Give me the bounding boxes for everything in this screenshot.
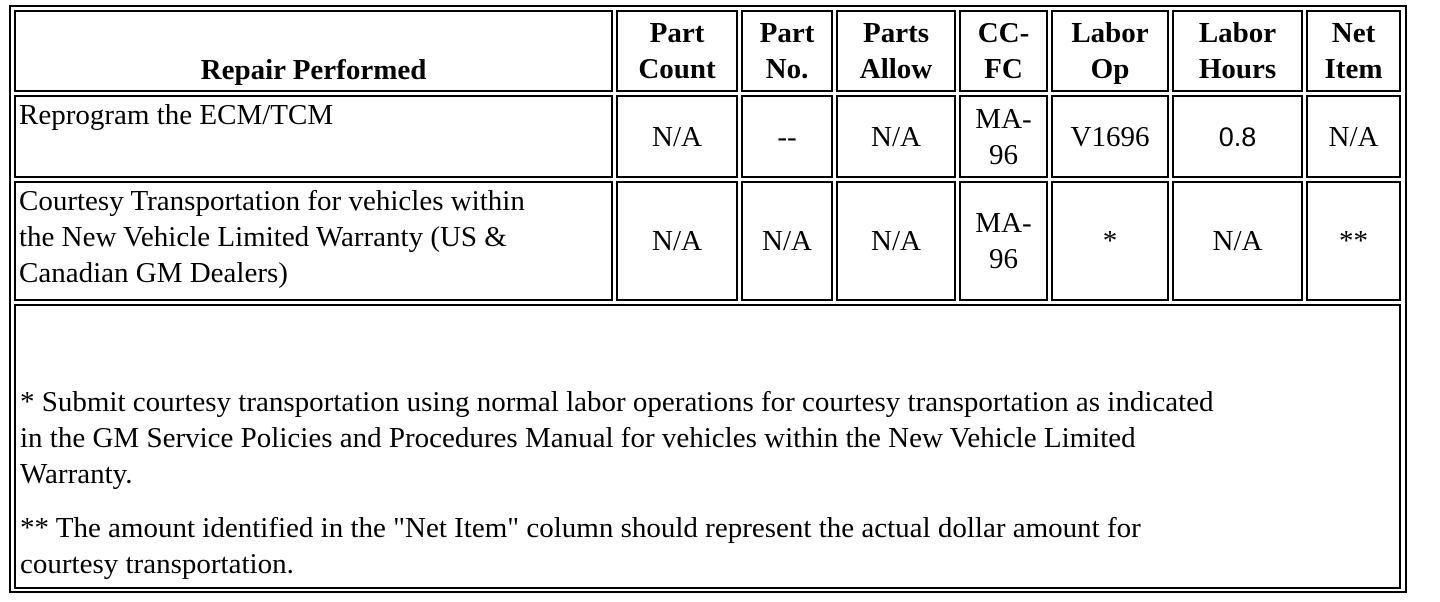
header-labor-op: Labor Op (1051, 10, 1169, 92)
header-parts-allow: Parts Allow (836, 10, 956, 92)
header-cc-fc: CC- FC (959, 10, 1048, 92)
row2-labor-op: * (1051, 181, 1169, 301)
row2-repair: Courtesy Transportation for vehicles within the New Vehicle Limited Warranty (US & Canadian GM Dealers) (14, 181, 613, 301)
note-labor-op: * Submit courtesy transportation using normal labor operations for courtesy transportation as indicated in the GM Service Policies and Procedures Manual for vehicles within the New Vehicle Limited Warranty. (20, 386, 1214, 490)
row1-net-item: N/A (1306, 95, 1401, 178)
row1-repair: Reprogram the ECM/TCM (14, 95, 613, 178)
header-labor-hours: Labor Hours (1172, 10, 1303, 92)
row2-parts-allow: N/A (836, 181, 956, 301)
row1-cc-fc: MA- 96 (959, 95, 1048, 178)
row1-part-no: -- (741, 95, 833, 178)
row1-part-count: N/A (616, 95, 738, 178)
header-part-count: Part Count (616, 10, 738, 92)
row2-net-item: ** (1306, 181, 1401, 301)
row1-parts-allow: N/A (836, 95, 956, 178)
row2-part-no: N/A (741, 181, 833, 301)
note-net-item: ** The amount identified in the "Net Item" column should represent the actual dollar amount for courtesy transportation. (20, 512, 1141, 580)
row2-cc-fc: MA- 96 (959, 181, 1048, 301)
row2-part-count: N/A (616, 181, 738, 301)
header-part-no: Part No. (741, 10, 833, 92)
row1-labor-hours: 0.8 (1172, 95, 1303, 178)
header-net-item: Net Item (1306, 10, 1401, 92)
row2-labor-hours: N/A (1172, 181, 1303, 301)
notes-cell (14, 304, 1401, 589)
row1-labor-op: V1696 (1051, 95, 1169, 178)
header-repair-performed: Repair Performed (14, 10, 613, 92)
